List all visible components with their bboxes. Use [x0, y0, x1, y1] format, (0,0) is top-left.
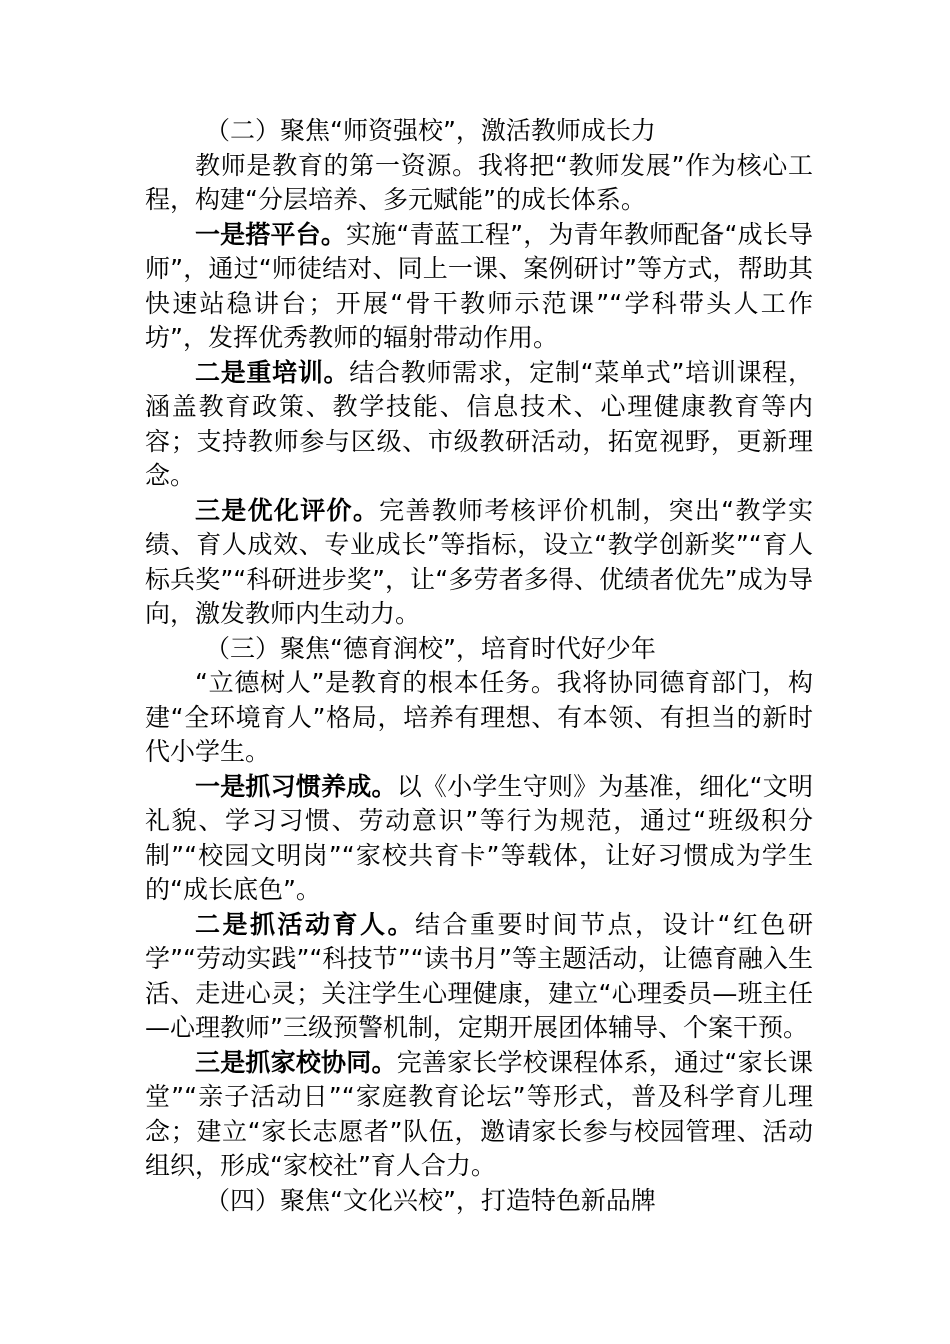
section-heading: （四）聚焦“文化兴校”，打造特色新品牌 — [205, 1185, 656, 1215]
paragraph-text: 结合教师需求，定制“菜单式”培训课程，涵盖教育政策、教学技能、信息技术、心理健康教育等内容；支持教师参与区级、市级教研活动，拓宽视野，更新理念。 — [145, 357, 813, 490]
paragraph — [145, 494, 813, 632]
paragraph: 教师是教育的第一资源。我将把“教师发展”作为核心工程，构建“分层培养、多元赋能”的成长体系。 — [145, 150, 813, 214]
paragraph-text: 完善教师考核评价机制，突出“教学实绩、育人成效、专业成长”等指标，设立“教学创新奖”“育人标兵奖”“科研进步奖”，让“多劳者多得、优绩者优先”成为导向，激发教师内生动力。 — [145, 495, 813, 628]
section-heading: （二）聚焦“师资强校”，激活教师成长力 — [205, 116, 656, 145]
paragraph-text: 完善家长学校课程体系，通过“家长课堂”“亲子活动日”“家庭教育论坛”等形式，普及科学育儿理念；建立“家长志愿者”队伍，邀请家长参与校园管理、活动组织，形成“家校社”育人合力。 — [145, 1047, 813, 1180]
paragraph-lead: 一是抓习惯养成。 — [195, 771, 397, 801]
paragraph-lead: 三是优化评价。 — [195, 495, 380, 525]
paragraph — [145, 1046, 813, 1184]
paragraph-lead: 二是抓活动育人。 — [195, 909, 416, 939]
paragraph-text: 实施“青蓝工程”，为青年教师配备“成长导师”，通过“师徒结对、同上一课、案例研讨”等方式，帮助其快速站稳讲台；开展“骨干教师示范课”“学科带头人工作坊”，发挥优秀教师的辐射带动作用。 — [145, 219, 813, 352]
paragraph-lead: 一是搭平台。 — [195, 219, 346, 249]
document-body — [145, 114, 813, 1218]
paragraph-lead: 三是抓家校协同。 — [195, 1047, 397, 1077]
paragraph — [145, 908, 813, 1046]
paragraph-lead: 二是重培训。 — [195, 357, 350, 387]
section-heading: （三）聚焦“德育润校”，培育时代好少年 — [205, 633, 656, 663]
paragraph — [145, 356, 813, 494]
paragraph-text: 以《小学生守则》为基准，细化“文明礼貌、学习习惯、劳动意识”等行为规范，通过“班级积分制”“校园文明岗”“家校共育卡”等载体，让好习惯成为学生的“成长底色”。 — [145, 771, 813, 904]
paragraph — [145, 770, 813, 908]
paragraph: “立德树人”是教育的根本任务。我将协同德育部门，构建“全环境育人”格局，培养有理想、有本领、有担当的新时代小学生。 — [145, 668, 813, 766]
paragraph — [145, 218, 813, 356]
paragraph-text: 结合重要时间节点，设计“红色研学”“劳动实践”“科技节”“读书月”等主题活动，让德育融入生活、走进心灵；关注学生心理健康，建立“心理委员—班主任—心理教师”三级预警机制，定期开展团体辅导、个案干预。 — [145, 909, 813, 1042]
